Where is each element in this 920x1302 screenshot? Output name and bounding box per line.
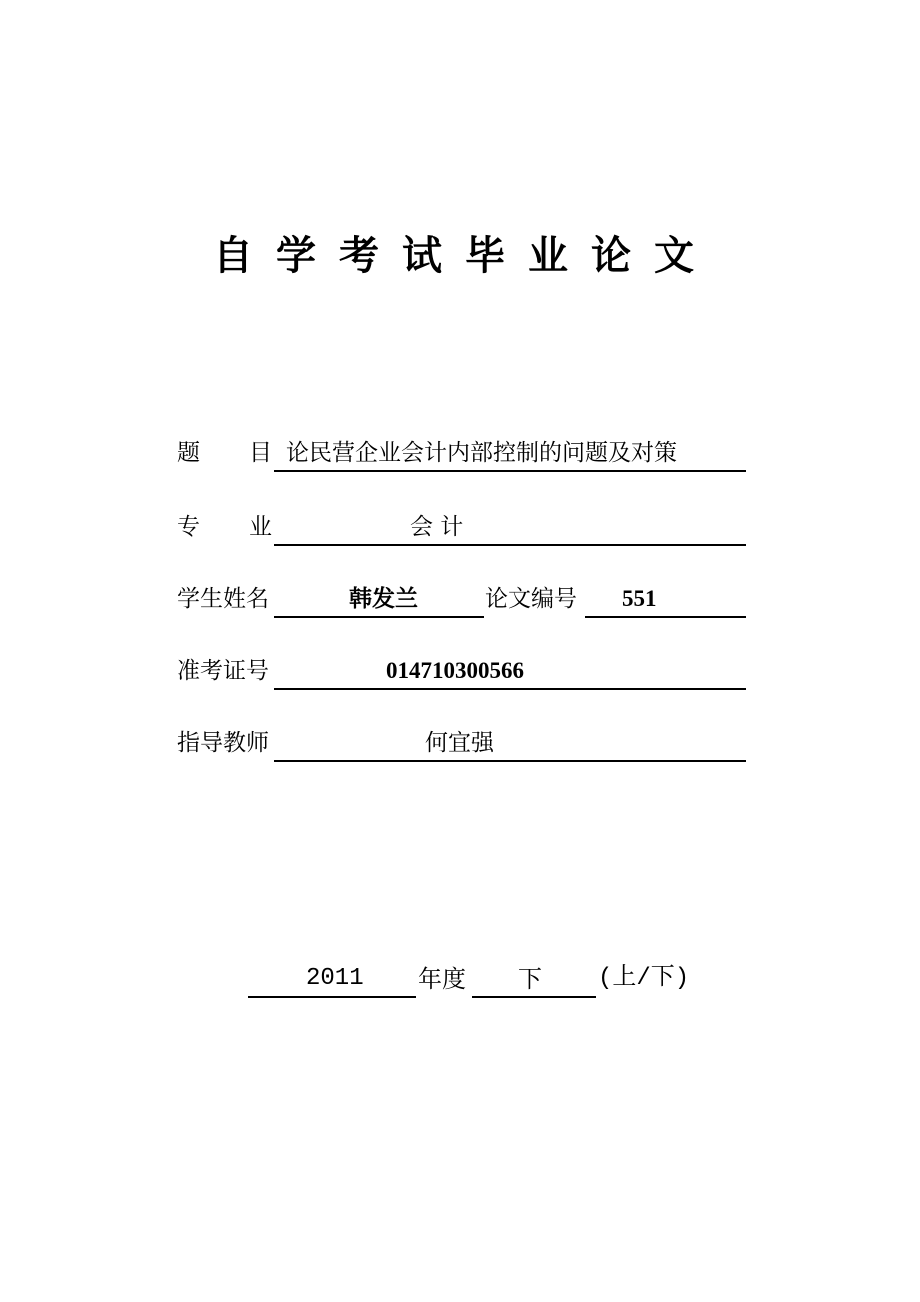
topic-label-1: 题	[177, 440, 200, 466]
page-title: 自学考试毕业论文	[213, 233, 717, 279]
exam-id-value: 014710300566	[386, 658, 524, 683]
major-row	[177, 510, 746, 546]
topic-label-2: 目	[249, 440, 272, 466]
advisor-value: 何宜强	[425, 730, 494, 756]
major-value: 会 计	[410, 514, 464, 540]
major-underline	[274, 512, 746, 546]
topic-row	[177, 436, 746, 472]
student-name-value: 韩发兰	[349, 586, 418, 612]
paper-no-label: 论文编号	[485, 586, 577, 612]
major-label-1: 专	[177, 514, 200, 540]
term-options: (上/下)	[598, 965, 690, 992]
major-label-2: 业	[249, 514, 272, 540]
term-value: 下	[518, 965, 542, 993]
student-name-label: 学生姓名	[177, 586, 269, 612]
year-value: 2011	[306, 965, 364, 992]
paper-no-underline	[585, 584, 746, 618]
paper-no-value: 551	[622, 586, 657, 611]
exam-id-row	[177, 654, 746, 690]
year-suffix: 年度	[418, 965, 466, 993]
topic-value: 论民营企业会计内部控制的问题及对策	[286, 440, 677, 466]
exam-id-label: 准考证号	[177, 658, 269, 684]
advisor-row	[177, 726, 746, 762]
year-term-row	[248, 960, 708, 998]
advisor-underline	[274, 728, 746, 762]
student-row	[177, 582, 746, 618]
advisor-label: 指导教师	[177, 730, 269, 756]
